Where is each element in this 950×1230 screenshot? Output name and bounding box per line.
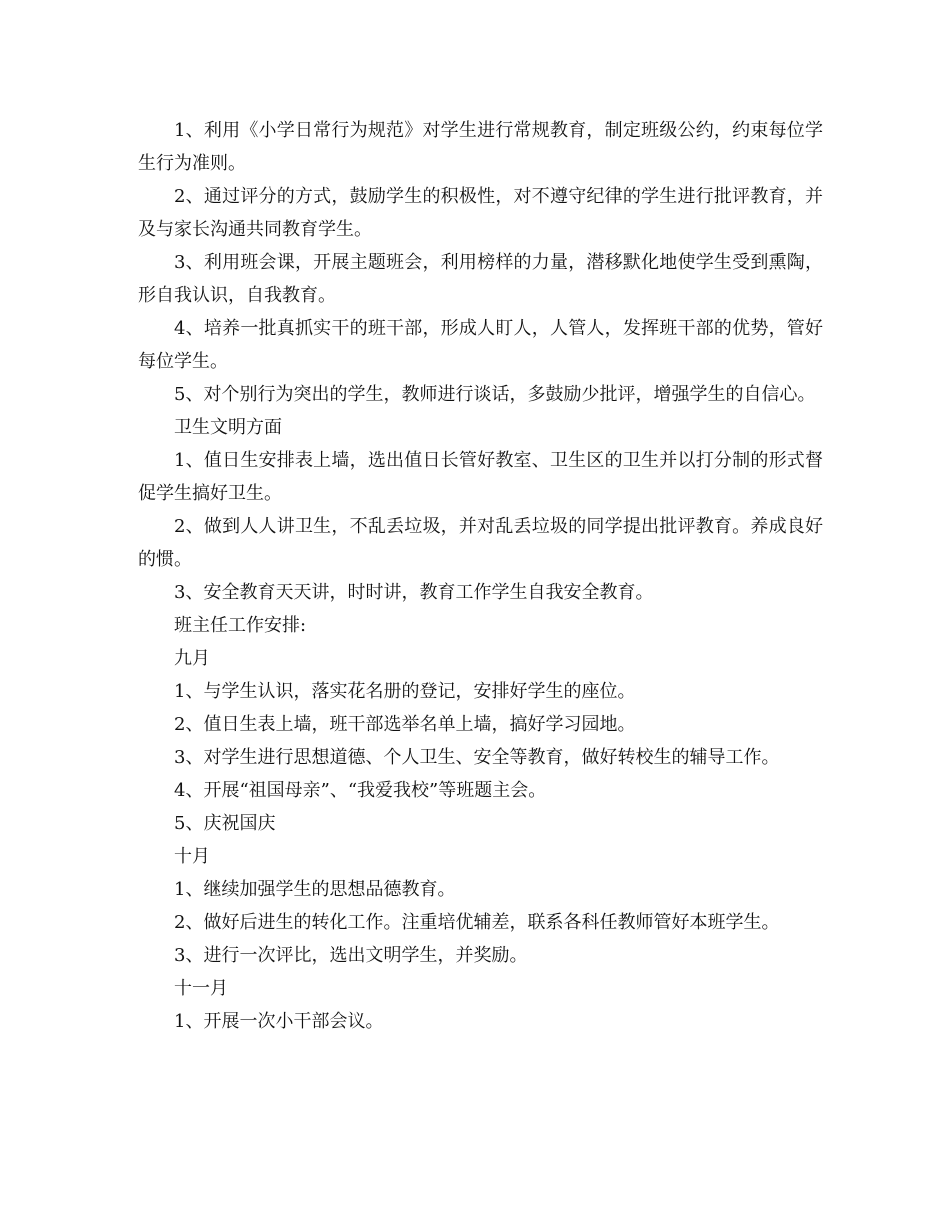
discipline-item-3: 3、利用班会课，开展主题班会，利用榜样的力量，潜移默化地使学生受到熏陶，形自我认识，自我教育。 — [138, 252, 823, 306]
hygiene-item-3: 3、安全教育天天讲，时时讲，教育工作学生自我安全教育。 — [174, 582, 654, 603]
october-title: 十月 — [174, 846, 210, 867]
discipline-item-5: 5、对个别行为突出的学生，教师进行谈话，多鼓励少批评，增强学生的自信心。 — [174, 384, 816, 405]
september-title: 九月 — [174, 648, 210, 669]
november-title: 十一月 — [174, 978, 228, 999]
hygiene-heading: 卫生文明方面 — [174, 417, 282, 438]
document-body — [138, 114, 823, 1038]
september-item-2: 2、值日生表上墙，班干部选举名单上墙，搞好学习园地。 — [174, 714, 636, 735]
discipline-item-4: 4、培养一批真抓实干的班干部，形成人盯人，人管人，发挥班干部的优势，管好每位学生。 — [138, 318, 823, 372]
september-item-4: 4、开展“祖国母亲”、“我爱我校”等班题主会。 — [174, 780, 547, 801]
september-item-3: 3、对学生进行思想道德、个人卫生、安全等教育，做好转校生的辅导工作。 — [174, 747, 780, 768]
hygiene-item-2: 2、做到人人讲卫生，不乱丢垃圾，并对乱丢垃圾的同学提出批评教育。养成良好的惯。 — [138, 516, 823, 570]
discipline-item-2: 2、通过评分的方式，鼓励学生的积极性，对不遵守纪律的学生进行批评教育，并及与家长沟通共同教育学生。 — [138, 186, 823, 240]
hygiene-item-1: 1、值日生安排表上墙，选出值日长管好教室、卫生区的卫生并以打分制的形式督促学生搞好卫生。 — [138, 450, 823, 504]
october-item-2: 2、做好后进生的转化工作。注重培优辅差，联系各科任教师管好本班学生。 — [174, 912, 780, 933]
schedule-heading: 班主任工作安排: — [174, 615, 307, 636]
november-item-1: 1、开展一次小干部会议。 — [174, 1011, 384, 1032]
discipline-item-1: 1、利用《小学日常行为规范》对学生进行常规教育，制定班级公约，约束每位学生行为准则。 — [138, 120, 823, 174]
september-item-5: 5、庆祝国庆 — [174, 813, 276, 834]
september-item-1: 1、与学生认识，落实花名册的登记，安排好学生的座位。 — [174, 681, 636, 702]
october-item-3: 3、进行一次评比，选出文明学生，并奖励。 — [174, 945, 528, 966]
october-item-1: 1、继续加强学生的思想品德教育。 — [174, 879, 456, 900]
